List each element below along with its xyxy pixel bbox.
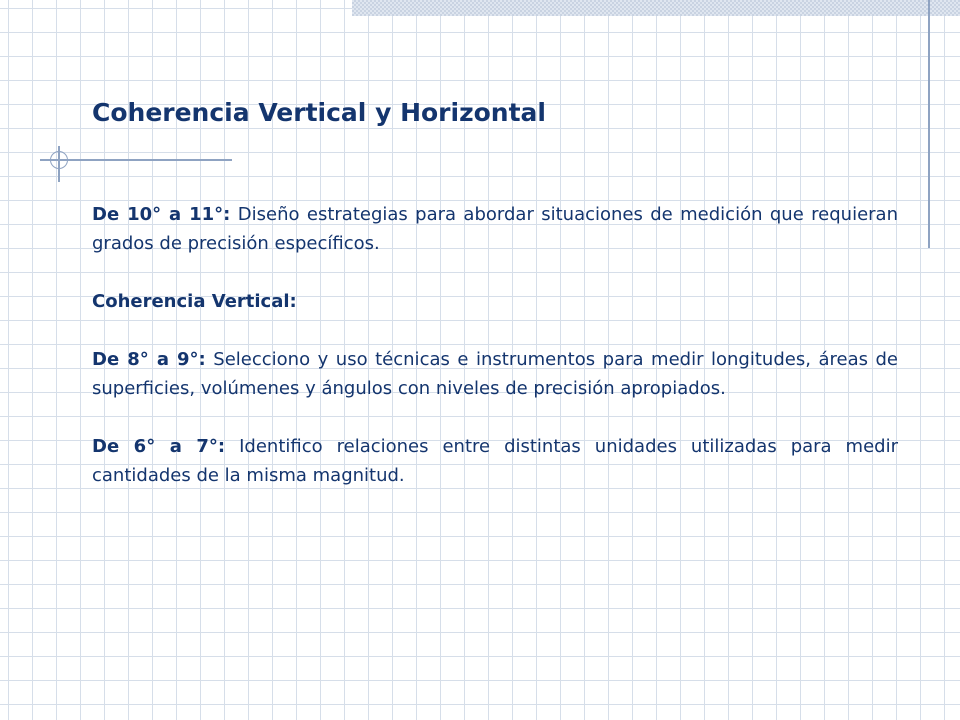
paragraph-text: Identifico relaciones entre distintas unidades utilizadas para medir cantidades de la misma magnitud. bbox=[92, 436, 898, 486]
slide-title: Coherencia Vertical y Horizontal bbox=[92, 98, 546, 127]
paragraph-grade-8-9 bbox=[92, 345, 898, 403]
ring-mark-icon bbox=[50, 151, 68, 169]
paragraph-grade-6-7 bbox=[92, 432, 898, 490]
paragraph-text: Diseño estrategias para abordar situaciones de medición que requieran grados de precisión específicos. bbox=[92, 204, 898, 254]
paragraph-label: Coherencia Vertical: bbox=[92, 291, 297, 312]
paragraph-vertical-heading bbox=[92, 287, 898, 316]
paragraph-label: De 8° a 9°: bbox=[92, 349, 206, 370]
ring-horizontal-line bbox=[40, 159, 232, 161]
slide-content bbox=[92, 200, 898, 519]
paragraph-grade-10-11 bbox=[92, 200, 898, 258]
paragraph-label: De 10° a 11°: bbox=[92, 204, 231, 225]
paragraph-text: Selecciono y uso técnicas e instrumentos para medir longitudes, áreas de superficies, volúmenes y ángulos con niveles de precisión apropiados. bbox=[92, 349, 898, 399]
corner-pattern bbox=[352, 0, 960, 16]
vertical-accent-line bbox=[928, 0, 930, 248]
paragraph-label: De 6° a 7°: bbox=[92, 436, 226, 457]
